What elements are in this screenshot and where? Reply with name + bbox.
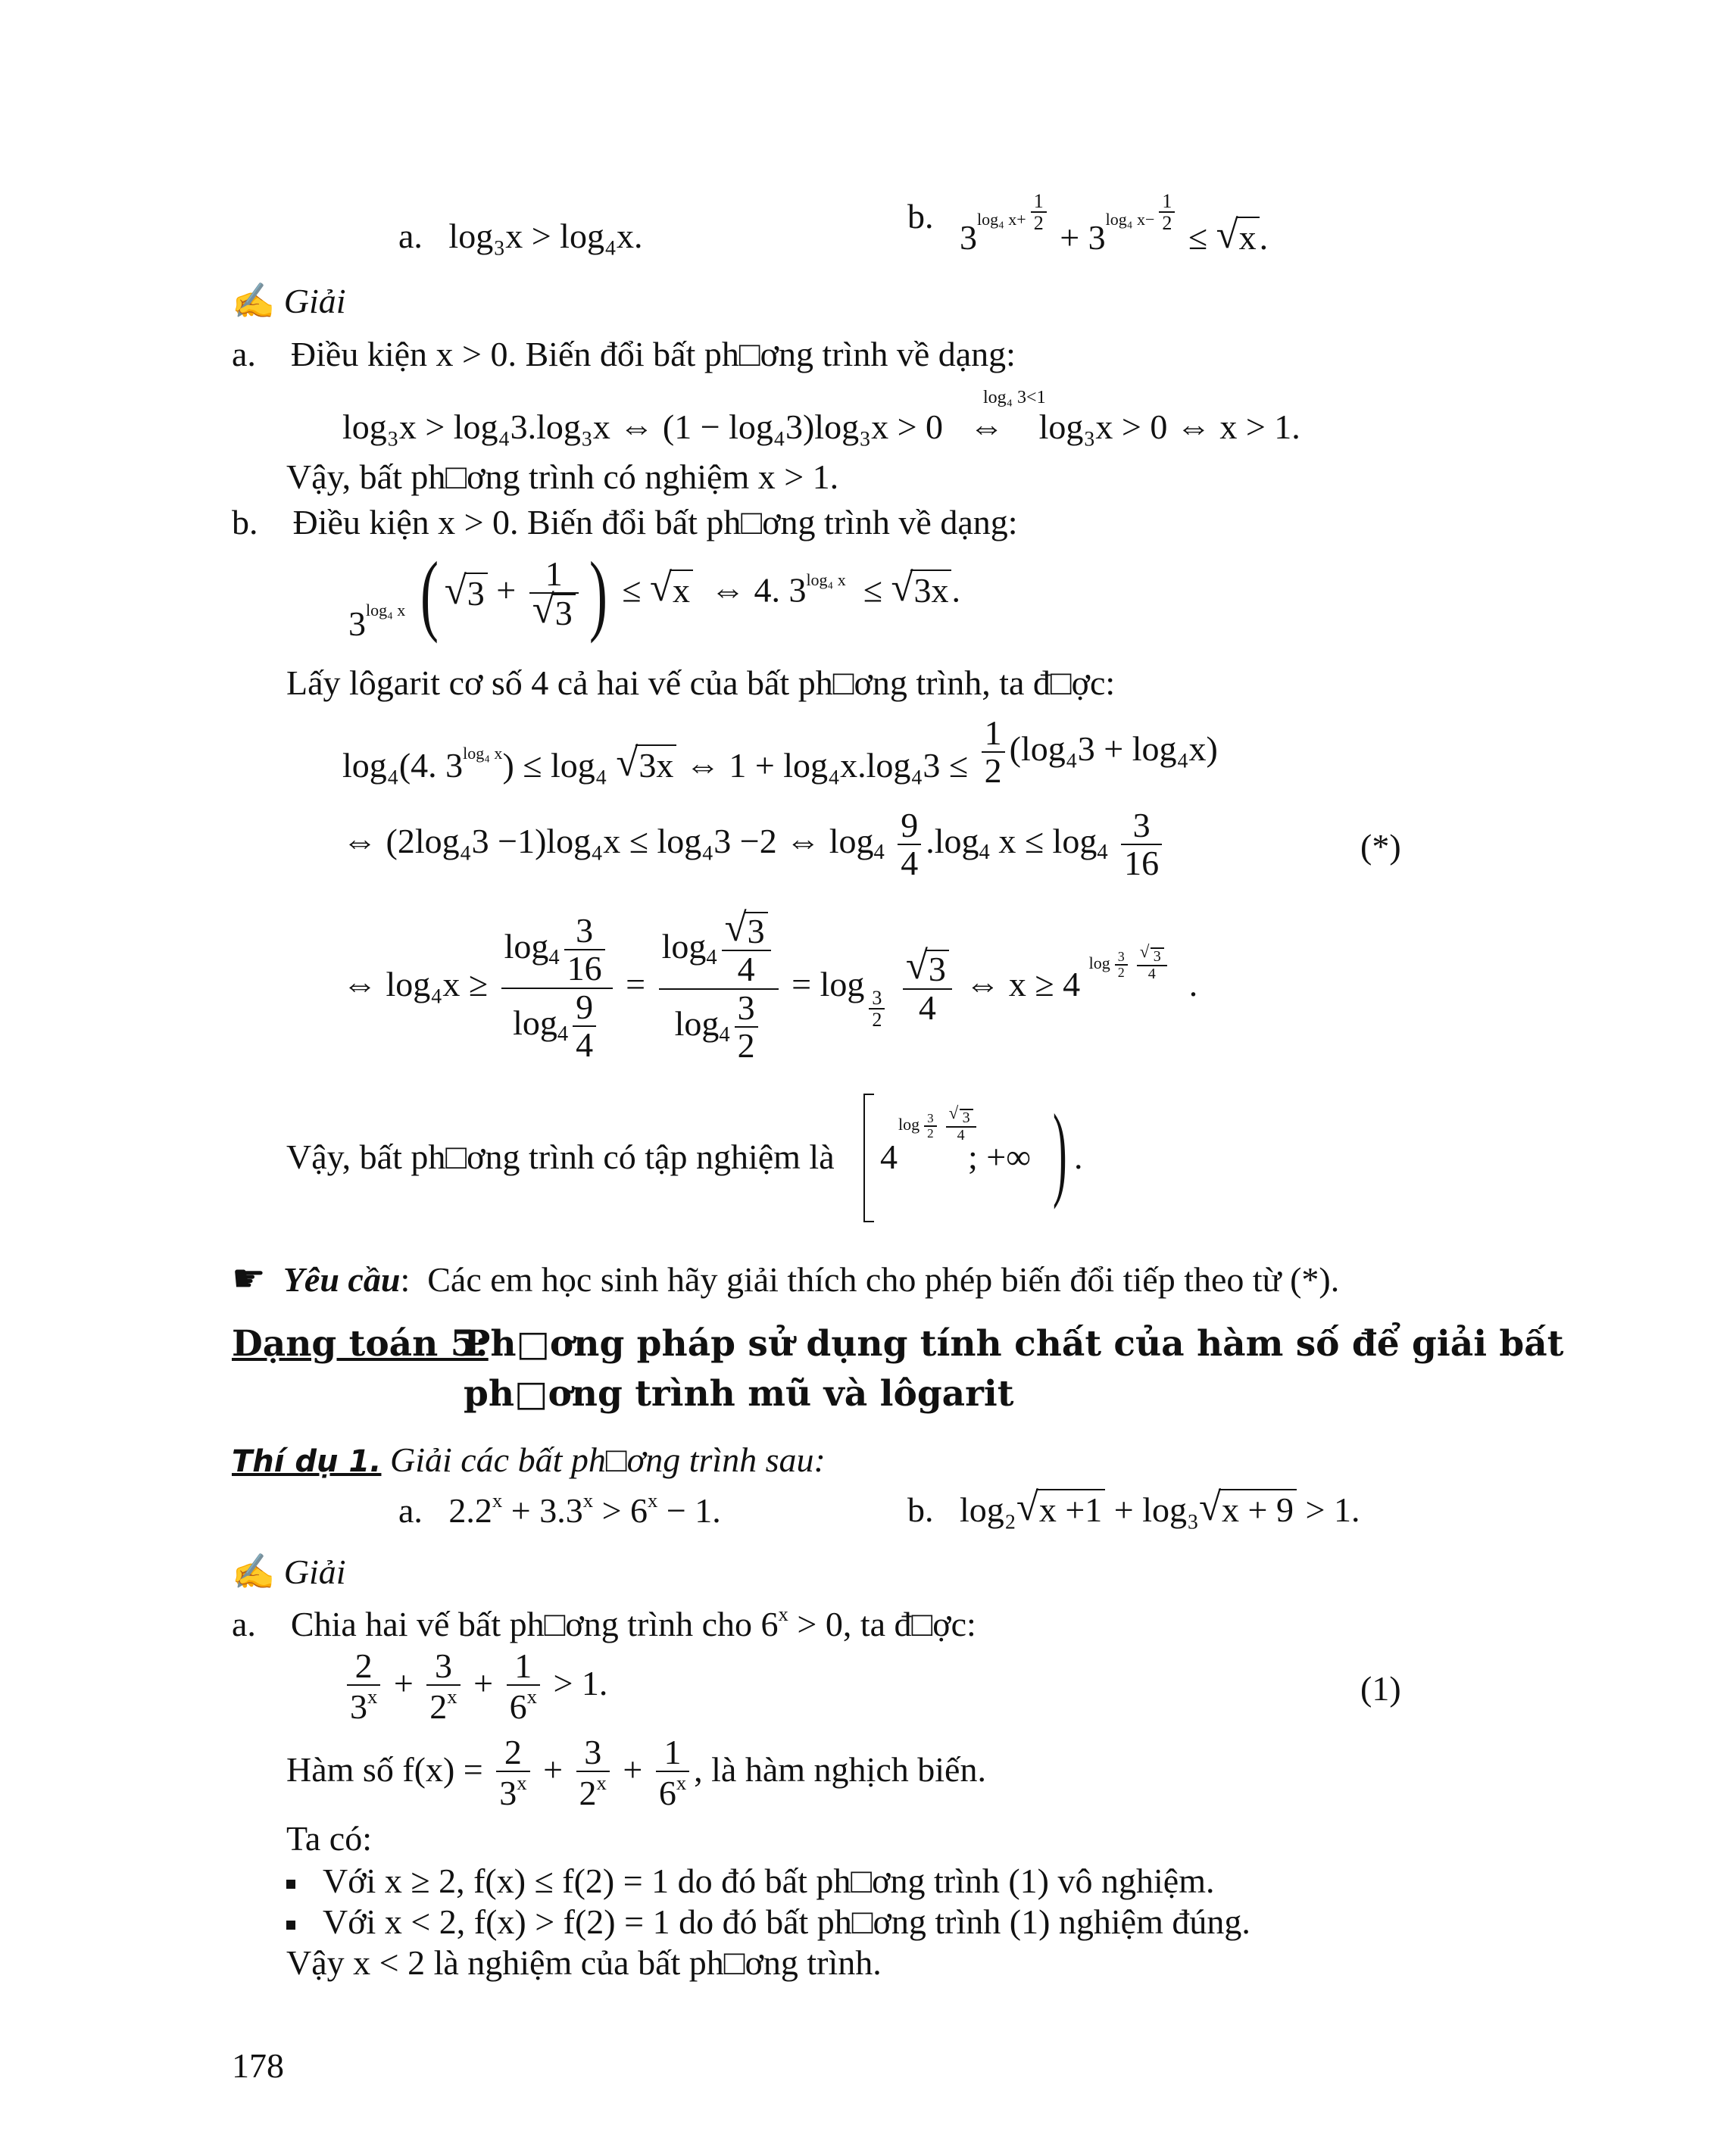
exercise-b-exp1: log₄ x+ <box>977 210 1026 229</box>
exercise-b-plus: + <box>1060 218 1080 257</box>
solution-b-eq4 <box>342 912 1197 1086</box>
eq2-part-a: log₄(4. 3 <box>342 745 464 785</box>
eq4-frac3-sqrt <box>906 950 949 988</box>
eq1b-f3-num: 1 <box>507 1648 540 1686</box>
eq3-frac2-num: 3 <box>1121 807 1162 845</box>
exercise-b-sqrt <box>1216 217 1260 258</box>
solution-a-line1 <box>232 335 1016 375</box>
eq4-f1d-log: log <box>513 1003 557 1042</box>
eq1-leq2: ≤ <box>863 570 882 610</box>
eq1-sqrt3 <box>445 573 488 614</box>
eq3-star-label: (*) <box>1360 827 1401 866</box>
solution-heading-text: Giải <box>283 282 346 320</box>
eq4-frac1-den <box>501 989 613 1064</box>
eq4-f1d-inner-den: 4 <box>576 1025 594 1064</box>
eq4-part-b: ⇔ x ≥ 4 <box>965 965 1081 1004</box>
eq1-frac-den-sqrt <box>532 594 576 632</box>
interval-exp-base <box>924 1112 937 1141</box>
eq4-frac1 <box>501 913 613 1063</box>
eq1b-frac2 <box>426 1648 460 1726</box>
exercise-a <box>398 217 643 257</box>
solution-a-label: a. <box>232 335 256 373</box>
eq4-frac3 <box>903 950 952 1026</box>
func-f1-den <box>496 1772 529 1812</box>
interval-exp-sqrt-val: 3 <box>960 1109 973 1126</box>
eq1b-f2-num: 3 <box>426 1648 460 1686</box>
solution-a-line2 <box>342 407 1300 448</box>
solution2-line1-x: x <box>778 1602 788 1625</box>
eq3-sub4-2: 4 <box>979 840 990 864</box>
writing-hand-icon: ✍ <box>232 282 276 320</box>
exercise-b-half1 <box>1031 191 1047 234</box>
eq3-frac-9-4 <box>898 807 921 882</box>
ta-co: Ta có: <box>286 1819 373 1858</box>
eq4-exp-frac <box>1137 947 1167 982</box>
eq4-end: . <box>1188 965 1198 1004</box>
section-title-line1: Ph□ơng pháp sử dụng tính chất của hàm số để giải bất <box>464 1323 1564 1365</box>
eq1b-f3-den-x: x <box>526 1685 537 1709</box>
example1-a <box>398 1489 721 1531</box>
eq3-part-b: .log <box>926 821 979 860</box>
eq4-f2d-log: log <box>674 1003 720 1043</box>
exercise-a-text: log₃x > log₄x. <box>448 217 643 255</box>
solution2-conclusion: Vậy x < 2 là nghiệm của bất ph□ơng trình. <box>286 1943 882 1982</box>
eq1-sqrtx-val: x <box>670 570 693 611</box>
eq1b-end: > 1. <box>553 1663 608 1702</box>
func-f2-den-base: 2 <box>579 1774 597 1813</box>
example1-b-label: b. <box>907 1490 934 1529</box>
exercise-b-base-2: 3 <box>1088 218 1106 257</box>
eq4-f2d-inner-num: 3 <box>735 990 758 1028</box>
func-f2-den <box>576 1772 610 1812</box>
eq4-exp-sqrt-val: 3 <box>1151 947 1164 965</box>
solution2-eq1 <box>342 1648 607 1726</box>
solution2-heading-text: Giải <box>283 1553 346 1591</box>
example1-a-t4: − 1. <box>666 1491 721 1530</box>
func-f3-num: 1 <box>656 1734 689 1772</box>
interval-exp-base-den: 2 <box>927 1126 934 1141</box>
bullet-square-icon-2 <box>286 1921 295 1930</box>
solution-b-eq2 <box>342 715 1218 798</box>
solution-b-text: Điều kiện x > 0. Biến đổi bất ph□ơng trình về dạng: <box>292 503 1018 541</box>
solution-b-eq3 <box>342 807 1166 891</box>
page-number: 178 <box>232 2046 284 2085</box>
eq1b-frac3 <box>507 1648 540 1726</box>
eq1-sqrt3x-val: 3x <box>910 570 951 611</box>
eq2-part-d: (log₄3 + log₄x) <box>1009 729 1218 768</box>
eq3-part-a: ⇔ (2log₄3 −1)log₄x ≤ log₄3 −2 ⇔ log <box>342 821 874 860</box>
function-post: , là hàm nghịch biến. <box>694 1749 986 1789</box>
exercise-b-half2-num: 1 <box>1159 191 1175 213</box>
eq1b-f2-den <box>426 1686 460 1725</box>
request-label: Yêu cầu <box>283 1260 401 1299</box>
example1-b-arg2: x + 9 <box>1219 1489 1297 1531</box>
request-line <box>232 1257 1339 1301</box>
eq4-frac3-sqrt-val: 3 <box>926 950 949 988</box>
solution-b-eq1 <box>348 543 960 654</box>
eq1b-f1-den-base: 3 <box>350 1687 367 1727</box>
eq1-base: 3 <box>348 604 366 643</box>
example1-a-label: a. <box>398 1491 423 1530</box>
func-f2-num: 3 <box>576 1734 610 1772</box>
example1-a-t1: 2.2 <box>448 1491 492 1530</box>
func-f2-den-x: x <box>596 1771 607 1795</box>
solution2-line1-b: > 0, ta đ□ợc: <box>797 1605 976 1643</box>
func-frac1 <box>496 1734 529 1812</box>
eq1-frac <box>529 556 579 632</box>
func-plus2: + <box>623 1749 643 1789</box>
eq2-part-b: ) ≤ log₄ <box>502 745 607 785</box>
func-f1-num: 2 <box>496 1734 529 1772</box>
eq1-exponent-2: log₄ x <box>806 570 846 589</box>
eq4-frac2 <box>659 912 779 1064</box>
exercise-b-leq: ≤ <box>1188 218 1208 257</box>
eq4-f2n-inner <box>722 912 771 988</box>
exercise-a-label: a. <box>398 217 423 255</box>
example1-b-sqrt2 <box>1199 1489 1297 1531</box>
eq4-base-32 <box>869 988 885 1031</box>
solution-heading <box>232 282 346 322</box>
eq4-f1n-log: log <box>504 926 549 966</box>
interval-left-bracket <box>863 1094 874 1222</box>
eq4-f2d-inner <box>735 990 758 1065</box>
eq1-sqrt3-val: 3 <box>464 573 488 614</box>
solution-b-label: b. <box>232 503 258 541</box>
eq4-f2n-log: log <box>661 926 707 966</box>
eq1-plus: + <box>496 570 517 610</box>
example1-b-log2: log₂ <box>960 1490 1016 1529</box>
func-f1-den-x: x <box>517 1771 527 1795</box>
bullet-2-text: Với x < 2, f(x) > f(2) = 1 do đó bất ph□ơng trình (1) nghiệm đúng. <box>323 1902 1250 1941</box>
eq2-half-num: 1 <box>982 715 1005 753</box>
eq2-sqrt3x-val: 3x <box>635 744 676 786</box>
bullet-square-icon <box>286 1880 295 1889</box>
eq4-f2n-sub: 4 <box>706 945 717 969</box>
interval-right-paren: ) <box>1052 1093 1067 1210</box>
example1-b <box>907 1489 1360 1531</box>
eq2-exponent: log₄ x <box>463 743 503 763</box>
example1-b-arg1: x +1 <box>1036 1489 1105 1531</box>
take-log-sentence: Lấy lôgarit cơ số 4 cả hai vế của bất ph□ơng trình, ta đ□ợc: <box>286 663 1116 702</box>
example1-line <box>232 1440 826 1481</box>
eq1-sqrt3x <box>891 570 951 611</box>
example1-a-x2: x <box>582 1489 594 1512</box>
function-line <box>286 1734 986 1812</box>
eq1b-f2-den-base: 2 <box>429 1687 448 1727</box>
request-colon: : <box>400 1260 411 1299</box>
eq4-exp-sqrt <box>1140 947 1164 965</box>
eq4-f1d-inner-num: 9 <box>573 989 596 1027</box>
eq3-part-c: x ≤ log <box>998 821 1097 860</box>
eq4-frac2-den <box>659 990 779 1065</box>
function-pre: Hàm số f(x) = <box>286 1749 483 1789</box>
example1-a-t2: + 3.3 <box>510 1491 583 1530</box>
eq1-sqrtx <box>650 570 693 611</box>
example1-prompt: Giải các bất ph□ơng trình sau: <box>389 1440 826 1479</box>
eq4-f1n-inner-num: 3 <box>564 913 605 950</box>
eq4-frac3-den: 4 <box>918 988 936 1027</box>
section-label: Dạng toán 5: <box>232 1323 489 1365</box>
eq1-end: . <box>951 570 960 610</box>
eq1b-f1-num: 2 <box>347 1648 380 1686</box>
example1-a-x3: x <box>648 1489 658 1512</box>
eq4-base-num: 3 <box>869 988 885 1010</box>
section-title-line2: ph□ơng trình mũ và lôgarit <box>464 1373 1014 1415</box>
solution-a-line2-left: log₃x > log₄3.log₃x ⇔ (1 − log₄3)log₃x > 0 <box>342 407 944 446</box>
exercise-b-dot: . <box>1259 218 1269 257</box>
example1-a-t3: > 6 <box>601 1491 648 1530</box>
example1-a-x1: x <box>492 1489 503 1512</box>
exercise-b-half1-den: 2 <box>1033 212 1044 235</box>
interval-exp-log: log <box>898 1115 920 1134</box>
eq3-frac-3-16 <box>1121 807 1162 882</box>
eq1-exponent: log₄ x <box>366 600 406 619</box>
eq4-equals: = <box>626 965 646 1004</box>
example1-b-end: > 1. <box>1305 1490 1360 1529</box>
eq4-frac1-num <box>501 913 613 989</box>
bullet-1-text: Với x ≥ 2, f(x) ≤ f(2) = 1 do đó bất ph□ơng trình (1) vô nghiệm. <box>323 1861 1215 1900</box>
solution2-heading <box>232 1553 346 1593</box>
eq4-f2d-sub: 4 <box>719 1022 730 1047</box>
eq4-equals-log: = log <box>792 965 865 1004</box>
eq2-half <box>982 715 1005 790</box>
writing-hand-icon-2: ✍ <box>232 1553 276 1591</box>
eq4-exp-base-num: 3 <box>1115 950 1128 966</box>
exercise-b-half2 <box>1159 191 1175 234</box>
eq4-f2n-sqrt-val: 3 <box>745 912 768 950</box>
solution-a-conclusion: Vậy, bất ph□ơng trình có nghiệm x > 1. <box>286 457 839 496</box>
example1-b-plus: + log₃ <box>1113 1490 1200 1529</box>
interval-end: . <box>1074 1137 1083 1176</box>
eq4-exp-base <box>1115 950 1128 980</box>
eq4-base-den: 2 <box>872 1009 882 1031</box>
eq1b-frac1 <box>347 1648 380 1726</box>
interval-tail: ; +∞ <box>968 1137 1032 1176</box>
eq4-exp-log: log <box>1088 953 1110 973</box>
request-text: Các em học sinh hãy giải thích cho phép biến đổi tiếp theo từ (*). <box>427 1260 1340 1299</box>
exercise-b-label: b. <box>907 197 934 236</box>
eq4-f1n-inner-den: 16 <box>567 949 602 988</box>
eq1-frac-den-val: 3 <box>552 594 576 632</box>
eq1b-plus1: + <box>393 1663 414 1702</box>
solution2-a-label: a. <box>232 1605 256 1643</box>
exercise-b-half1-num: 1 <box>1031 191 1047 213</box>
func-f3-den: 6$^x$ <box>658 1771 687 1813</box>
eq1b-f3-den: 6$^x$ <box>509 1685 537 1727</box>
eq4-f1n-inner <box>564 913 605 988</box>
eq1-left-paren: ( <box>420 543 439 644</box>
bullet-1 <box>286 1861 1214 1902</box>
solution-b-conclusion: Vậy, bất ph□ơng trình có tập nghiệm là <box>286 1137 835 1176</box>
interval-exp-den: 4 <box>957 1127 965 1144</box>
eq3-sub4-3: 4 <box>1097 840 1108 864</box>
eq3-frac-num: 9 <box>898 807 921 845</box>
exercise-b-sqrt-x: x <box>1236 217 1260 258</box>
eq4-f2n-inner-den: 4 <box>737 950 755 989</box>
example1-b-sqrt1 <box>1016 1489 1105 1531</box>
eq1b-f2-den-x: x <box>447 1685 457 1709</box>
interval-exp-sqrt <box>949 1109 973 1126</box>
eq1-leq: ≤ <box>622 570 642 610</box>
example1-label: Thí dụ 1. <box>232 1444 382 1479</box>
eq4-exp-base-den: 2 <box>1117 965 1125 981</box>
eq2-half-den: 2 <box>984 751 1002 791</box>
pointing-hand-icon: ☛ <box>232 1257 266 1300</box>
exercise-b-exp2: log₄ x− <box>1105 210 1155 229</box>
solution2-line1 <box>232 1602 976 1645</box>
bullet-2 <box>286 1902 1250 1943</box>
eq1b-number: (1) <box>1360 1669 1401 1708</box>
solution-a-line2-right: log₃x > 0 ⇔ x > 1. <box>1038 407 1300 446</box>
solution2-line1-a: Chia hai vế bất ph□ơng trình cho 6 <box>290 1605 779 1643</box>
eq2-sqrt3x <box>616 744 676 786</box>
exercise-b <box>907 190 1269 257</box>
eq2-part-c: ⇔ 1 + log₄x.log₄3 ≤ <box>685 745 969 785</box>
eq1b-f1-den <box>347 1686 380 1725</box>
func-frac2 <box>576 1734 610 1812</box>
eq4-frac2-num <box>659 912 779 990</box>
eq1-right-paren: ) <box>589 543 607 644</box>
eq4-f2n-sqrt <box>725 912 768 950</box>
eq4-exp-frac-den: 4 <box>1147 966 1156 983</box>
eq1-frac-num: 1 <box>529 556 579 594</box>
eq3-frac2-den: 16 <box>1124 844 1160 883</box>
eq4-part-a: ⇔ log₄x ≥ <box>342 965 489 1004</box>
solution-a-text: Điều kiện x > 0. Biến đổi bất ph□ơng trình về dạng: <box>290 335 1016 373</box>
eq3-sub4: 4 <box>873 840 885 864</box>
eq4-f1d-inner <box>573 989 596 1064</box>
eq1b-plus2: + <box>473 1663 494 1702</box>
interval-base: 4 <box>880 1137 898 1176</box>
func-plus1: + <box>543 1749 564 1789</box>
solution-b-line1 <box>232 503 1018 543</box>
eq4-f1d-sub: 4 <box>557 1022 569 1046</box>
exercise-b-half2-den: 2 <box>1162 212 1172 235</box>
eq3-frac-den: 4 <box>901 844 919 883</box>
solution-a-arrow: ⇔ <box>969 407 1004 446</box>
interval-exp-base-num: 3 <box>924 1112 937 1127</box>
arrow-condition-label: log₄ 3<1 <box>983 388 1046 407</box>
func-f1-den-base: 3 <box>499 1774 517 1813</box>
func-f3-den-x: x <box>676 1771 687 1795</box>
eq1-mid: ⇔ 4. 3 <box>710 570 807 610</box>
eq4-exponent <box>1089 947 1172 982</box>
eq4-f1n-sub: 4 <box>548 945 560 969</box>
eq1b-f1-den-x: x <box>367 1685 378 1709</box>
eq4-f2d-inner-den: 2 <box>737 1025 755 1065</box>
func-frac3 <box>656 1734 689 1812</box>
exercise-b-base: 3 <box>960 218 977 257</box>
